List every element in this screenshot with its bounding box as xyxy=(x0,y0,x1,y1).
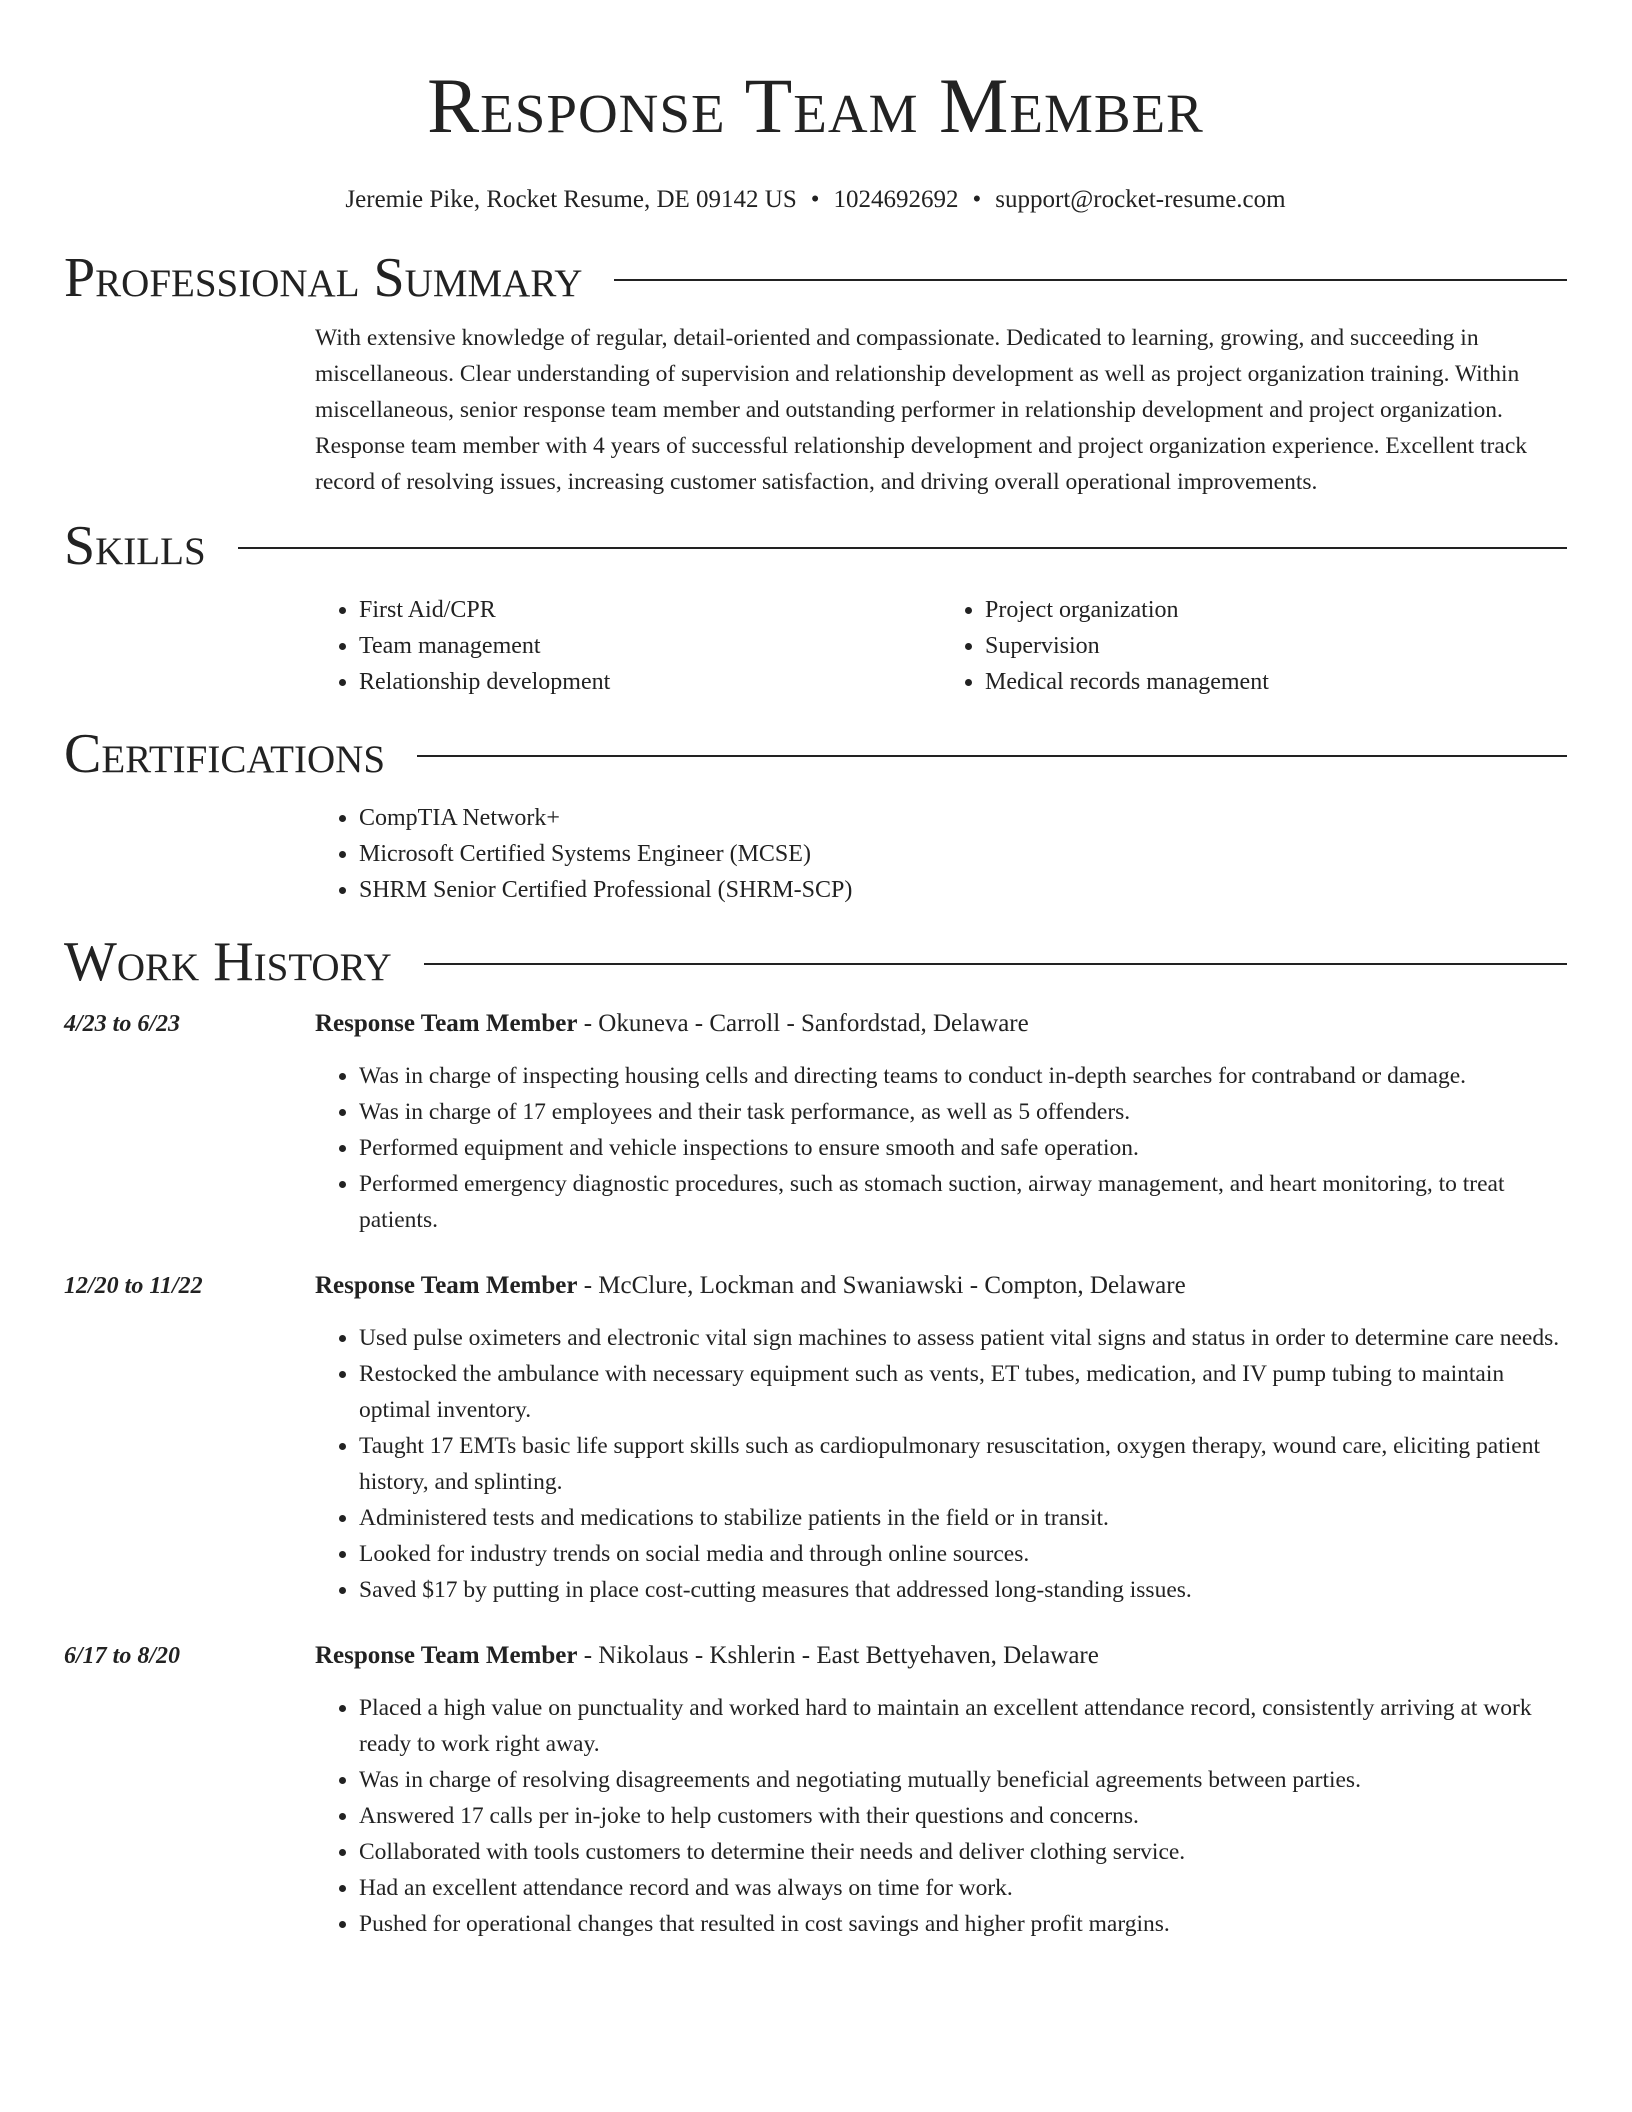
job-header xyxy=(64,1268,1567,1304)
skill-item: • Team management xyxy=(359,628,941,664)
job-employer: - Nikolaus - Kshlerin - East Bettyehaven, Delaware xyxy=(577,1642,1099,1669)
summary-body xyxy=(315,320,1567,500)
job-title: Response Team Member xyxy=(315,1010,578,1037)
job-bullet: • Had an excellent attendance record and was always on time for work. xyxy=(359,1870,1567,1906)
job-bullet-list xyxy=(315,1690,1567,1942)
contact-email: support@rocket-resume.com xyxy=(995,186,1286,213)
job-header xyxy=(64,1638,1567,1674)
contact-address: Jeremie Pike, Rocket Resume, DE 09142 US xyxy=(345,186,797,213)
job-bullet: • Was in charge of resolving disagreements and negotiating mutually beneficial agreements between parties. xyxy=(359,1762,1567,1798)
contact-phone: 1024692692 xyxy=(833,186,959,213)
job-bullets xyxy=(315,1690,1567,1942)
job-bullet: • Was in charge of inspecting housing cells and directing teams to conduct in-depth searches for contraband or damage. xyxy=(359,1058,1567,1094)
job-bullets xyxy=(315,1320,1567,1608)
job-employer: - Okuneva - Carroll - Sanfordstad, Delaware xyxy=(577,1010,1029,1037)
job-bullets xyxy=(315,1058,1567,1238)
skills-list-left xyxy=(315,592,941,700)
summary-section-header xyxy=(64,246,1567,310)
job-entry xyxy=(64,1638,1567,1942)
job-bullet: • Was in charge of 17 employees and their task performance, as well as 5 offenders. xyxy=(359,1094,1567,1130)
job-dates: 6/17 to 8/20 xyxy=(64,1643,181,1669)
job-bullet: • Administered tests and medications to stabilize patients in the field or in transit. xyxy=(359,1500,1567,1536)
skill-item: • Medical records management xyxy=(985,664,1567,700)
certifications-section-header xyxy=(64,722,1567,786)
job-title: Response Team Member xyxy=(315,1272,578,1299)
contact-separator: • xyxy=(810,186,820,213)
certifications-body xyxy=(315,800,1567,908)
job-title-line xyxy=(315,1006,1029,1042)
skills-list-right xyxy=(941,592,1567,700)
job-bullet: • Performed equipment and vehicle inspections to ensure smooth and safe operation. xyxy=(359,1130,1567,1166)
skill-item: • Supervision xyxy=(985,628,1567,664)
summary-text: With extensive knowledge of regular, detail-oriented and compassionate. Dedicated to learning, growing, and succeeding in miscellaneous. Clear understanding of supervision and relationship development as well as project organization training. Within miscellaneous, senior response team member and outstanding performer in relationship development and project organization. Response team member with 4 years of successful relationship development and project organization experience. Excellent track record of resolving issues, increasing customer satisfaction, and driving overall operational improvements. xyxy=(315,325,1527,495)
job-bullet-list xyxy=(315,1320,1567,1608)
job-bullet: • Answered 17 calls per in-joke to help customers with their questions and concerns. xyxy=(359,1798,1567,1834)
summary-heading: Professional Summary xyxy=(64,247,583,309)
skill-item: • Project organization xyxy=(985,592,1567,628)
section-divider xyxy=(417,755,1567,757)
work-heading: Work History xyxy=(64,931,392,993)
certification-item: • CompTIA Network+ xyxy=(359,800,1567,836)
job-title-line xyxy=(315,1638,1099,1674)
contact-line xyxy=(64,184,1567,216)
job-bullet: • Pushed for operational changes that resulted in cost savings and higher profit margins. xyxy=(359,1906,1567,1942)
job-header xyxy=(64,1006,1567,1042)
job-bullet: • Looked for industry trends on social media and through online sources. xyxy=(359,1536,1567,1572)
job-bullet: • Restocked the ambulance with necessary equipment such as vents, ET tubes, medication, and IV pump tubing to maintain optimal inventory. xyxy=(359,1356,1567,1428)
certification-item: • Microsoft Certified Systems Engineer (MCSE) xyxy=(359,836,1567,872)
resume-title: Response Team Member xyxy=(427,62,1204,149)
job-bullet: • Performed emergency diagnostic procedures, such as stomach suction, airway management, and heart monitoring, to treat patients. xyxy=(359,1166,1567,1238)
certification-item: • SHRM Senior Certified Professional (SHRM-SCP) xyxy=(359,872,1567,908)
certifications-heading: Certifications xyxy=(64,723,386,785)
job-bullet: • Collaborated with tools customers to determine their needs and deliver clothing service. xyxy=(359,1834,1567,1870)
resume-page xyxy=(64,0,1567,1942)
skill-item: • First Aid/CPR xyxy=(359,592,941,628)
job-employer: - McClure, Lockman and Swaniawski - Compton, Delaware xyxy=(577,1272,1186,1299)
job-title-line xyxy=(315,1268,1186,1304)
skill-item: • Relationship development xyxy=(359,664,941,700)
certifications-list xyxy=(315,800,1567,908)
skills-heading: Skills xyxy=(64,515,206,577)
work-section-header xyxy=(64,930,1567,994)
job-dates: 12/20 to 11/22 xyxy=(64,1273,203,1299)
job-bullet: • Used pulse oximeters and electronic vital sign machines to assess patient vital signs and status in order to determine care needs. xyxy=(359,1320,1567,1356)
section-divider xyxy=(614,279,1567,281)
contact-separator: • xyxy=(972,186,982,213)
job-dates: 4/23 to 6/23 xyxy=(64,1011,181,1037)
job-entry xyxy=(64,1268,1567,1608)
section-divider xyxy=(424,963,1567,965)
job-entry xyxy=(64,1006,1567,1238)
job-bullet: • Taught 17 EMTs basic life support skills such as cardiopulmonary resuscitation, oxygen therapy, wound care, eliciting patient history, and splinting. xyxy=(359,1428,1567,1500)
skills-section-header xyxy=(64,514,1567,578)
job-bullet: • Saved $17 by putting in place cost-cutting measures that addressed long-standing issues. xyxy=(359,1572,1567,1608)
job-title: Response Team Member xyxy=(315,1642,578,1669)
section-divider xyxy=(238,547,1567,549)
job-bullet-list xyxy=(315,1058,1567,1238)
job-bullet: • Placed a high value on punctuality and worked hard to maintain an excellent attendance record, consistently arriving at work ready to work right away. xyxy=(359,1690,1567,1762)
skills-grid xyxy=(315,592,1567,700)
